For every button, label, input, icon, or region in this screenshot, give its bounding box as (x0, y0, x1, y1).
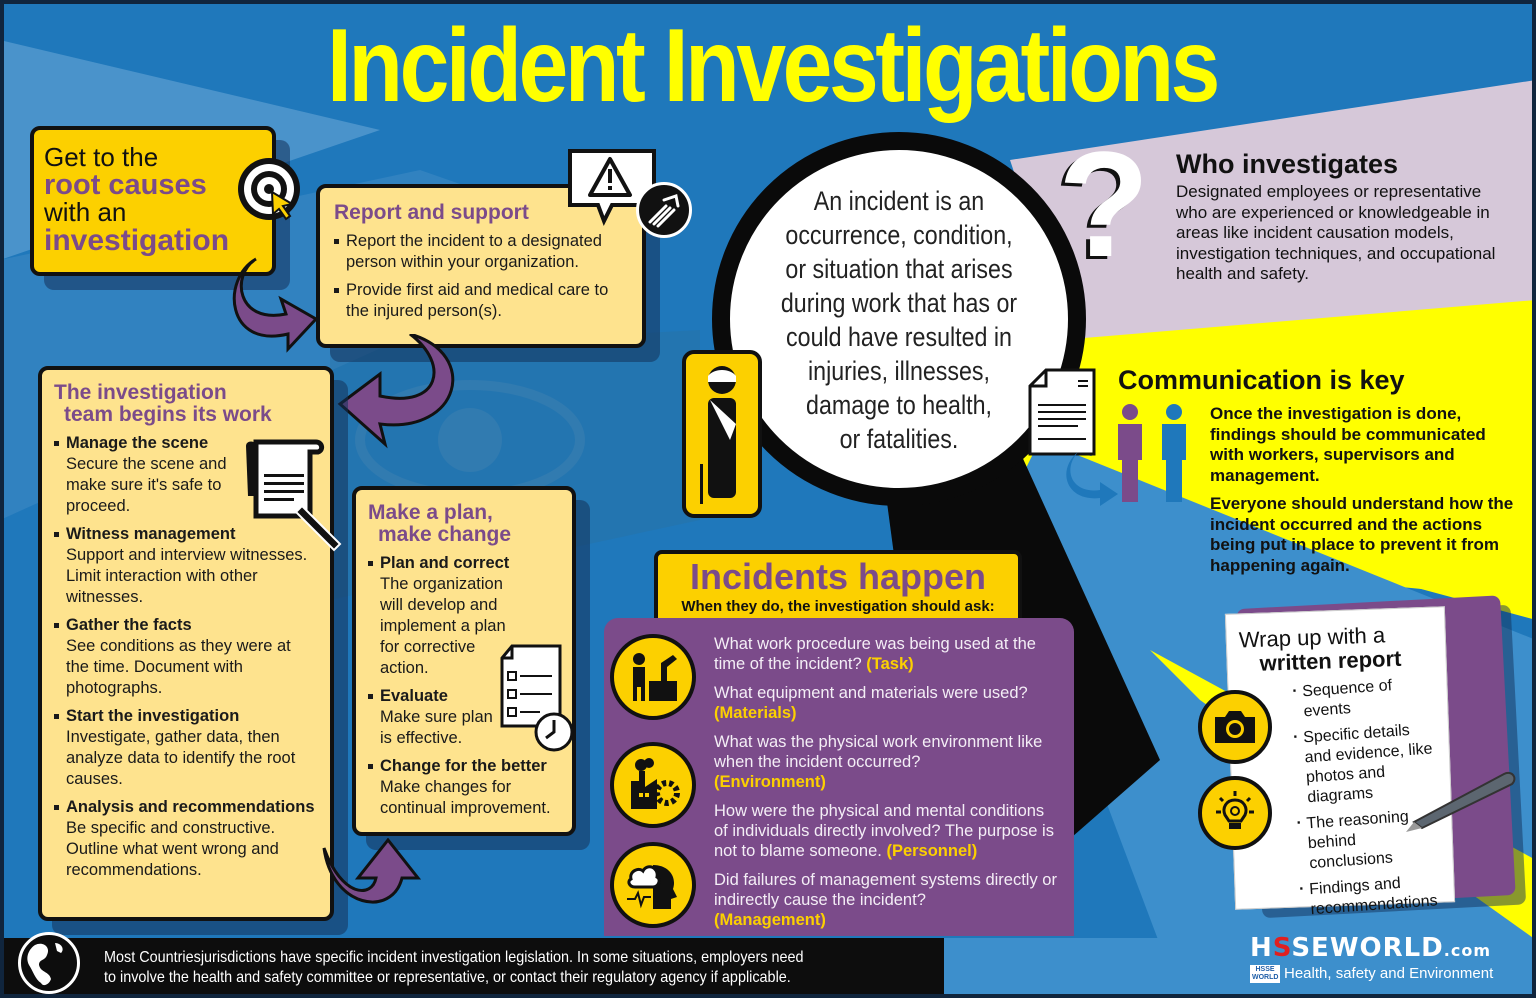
question-task: What work procedure was being used at the time of the incident? (Task) (714, 635, 1036, 673)
people-icon (1114, 402, 1194, 506)
helping-hand-icon (636, 182, 692, 238)
pen-icon (1404, 770, 1518, 834)
scroll-document-icon (236, 436, 346, 556)
communication-heading: Communication is key (1118, 365, 1405, 395)
question-materials: What equipment and materials were used? (Materials) (714, 684, 1028, 722)
team-item-analysis-recommendations: Analysis and recommendations Be specific and constructive. Outline what went wrong and recommendations. (54, 797, 318, 881)
globe-icon (18, 932, 80, 994)
incidents-happen-banner (654, 550, 1022, 628)
head-cloud-icon (610, 842, 696, 928)
who-investigates-text: Designated employees or representative who are experienced or knowledgeable in areas like incident causation models, investigation techniques, and occupational health and safety. (1176, 182, 1496, 283)
footer-bar (4, 938, 944, 998)
root-causes-line1: Get to the (44, 142, 159, 172)
written-report-heading-2: written report (1259, 645, 1402, 676)
report-support-heading: Report and support (334, 201, 529, 224)
brand-tagline-row (1250, 965, 1530, 983)
flow-arrow-2 (330, 334, 470, 474)
root-causes-line2: root causes (44, 169, 207, 201)
communication-paragraph-1: Once the investigation is done, findings should be communicated with workers, supervisors and management. (1210, 404, 1486, 485)
question-mark-icon: ? (1058, 120, 1150, 288)
root-causes-line4: investigation (44, 224, 230, 257)
flow-arrow-1 (226, 254, 326, 354)
lightbulb-gear-icon (1198, 776, 1272, 850)
incidents-happen-subheading: When they do, the investigation should ask: (681, 598, 995, 615)
team-item-witness-management: Witness management Support and interview witnesses. Limit interaction with other witnesses. (54, 524, 318, 608)
checklist-clock-icon (498, 644, 574, 754)
report-support-bullet-2: Provide first aid and medical care to the injured person(s). (334, 280, 628, 322)
target-icon (236, 156, 302, 222)
footer-text: Most Countriesjurisdictions have specific incident investigation legislation. In some situations, employers need to involve the health and safety committee or representative, or contact their regulatory agency if applicable. (104, 949, 804, 986)
report-document-icon (1028, 368, 1098, 458)
question-environment: What was the physical work environment like when the incident occurred? (Environment) (714, 733, 1043, 791)
team-item-start-investigation: Start the investigation Investigate, gather data, then analyze data to identify the root causes. (54, 706, 318, 790)
report-support-bullet-1: Report the incident to a designated person within your organization. (334, 231, 628, 273)
written-report-heading-1: Wrap up with a (1238, 622, 1386, 653)
question-personnel: How were the physical and mental conditions of individuals directly involved? The purpose is not to blame someone. (Personnel) (714, 802, 1054, 860)
brand-logo[interactable] (1250, 934, 1530, 984)
written-report-paper (1225, 606, 1455, 919)
team-item-gather-facts: Gather the facts See conditions as they were at the time. Document with photographs. (54, 615, 318, 699)
question-management: Did failures of management systems directly or indirectly cause the incident? (Management) (714, 871, 1057, 929)
written-report-bullets: · Sequence of events · Specific details and evidence, like photos and diagrams · The reasoning behind conclusions · Findings and recommendations (1240, 676, 1442, 921)
root-causes-line3: with an (44, 197, 127, 227)
camera-icon (1198, 690, 1272, 764)
brand-tagline: Health, safety and Environment (1284, 965, 1494, 982)
brand-name: HSSEWORLD.com (1250, 933, 1491, 963)
who-investigates-section (1176, 148, 1516, 285)
plan-item-change-better: Change for the better Make changes for continual improvement. (368, 756, 560, 819)
brand-mini-logo: HSSE WORLD (1252, 966, 1279, 981)
factory-gear-icon (610, 742, 696, 828)
worker-machine-icon (610, 634, 696, 720)
definition-text: An incident is an occurrence, condition, or situation that arises during work that has or could have resulted in injuries, illnesses, damage to health, or fatalities. (780, 186, 1018, 454)
page-title: Incident Investigations (327, 8, 1217, 124)
injured-person-icon (682, 350, 762, 518)
make-plan-heading: Make a plan, make change (368, 501, 512, 546)
communication-paragraph-2: Everyone should understand how the incident occurred and the actions being put in place to prevent it from happening again. (1210, 494, 1514, 575)
communication-arrow-icon (1060, 450, 1120, 506)
plan-item-plan-correct: Plan and correct The organization will develop and implement a plan for corrective action. (368, 553, 516, 679)
communication-text (1210, 404, 1520, 576)
incidents-happen-heading: Incidents happen (689, 556, 987, 597)
investigation-team-heading: The investigation team begins its work (54, 381, 272, 426)
team-item-manage-scene: Manage the scene Secure the scene and make sure it's safe to proceed. (54, 433, 229, 517)
flow-arrow-3 (322, 838, 442, 928)
who-investigates-heading: Who investigates (1176, 149, 1399, 179)
plan-item-evaluate: Evaluate Make sure plan is effective. (368, 686, 498, 749)
